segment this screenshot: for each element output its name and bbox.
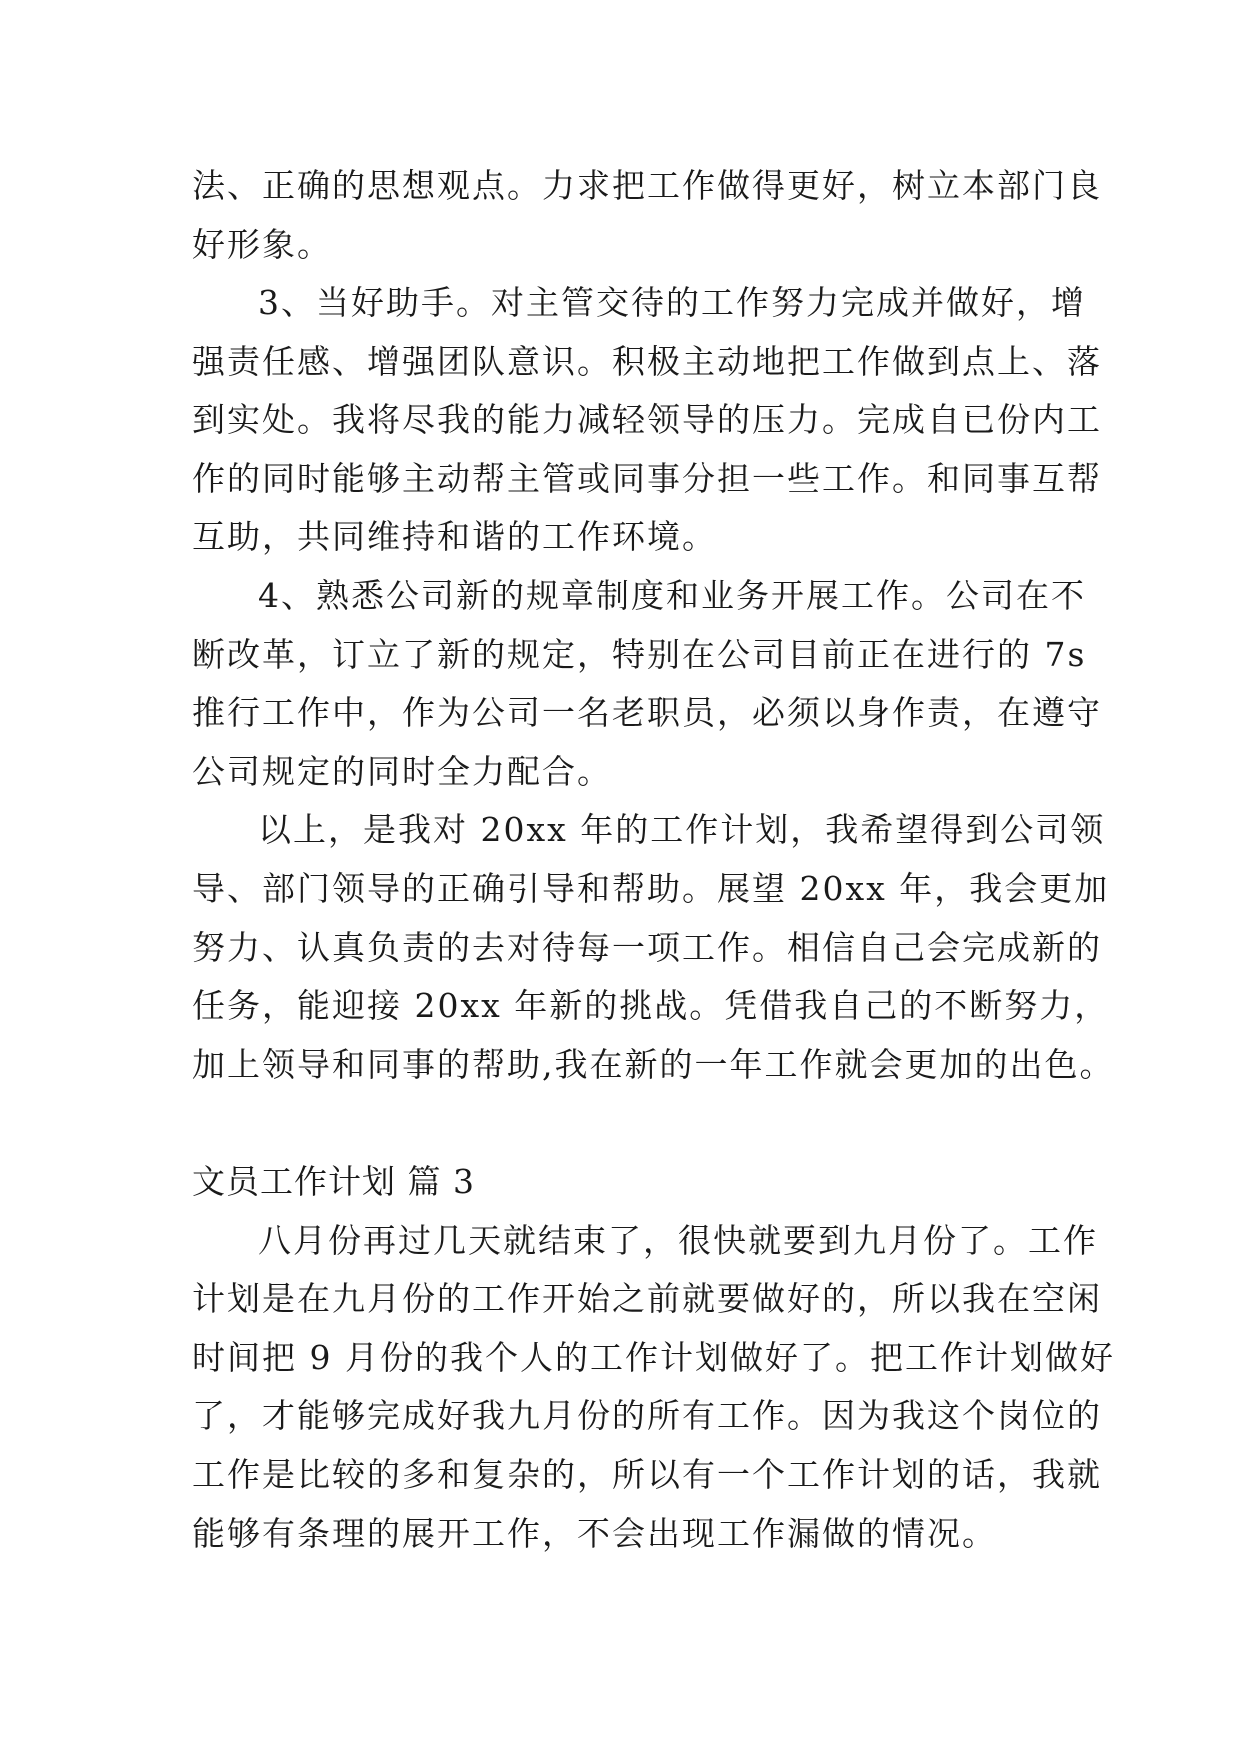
section-heading: 文员工作计划 篇 3 xyxy=(192,1162,475,1201)
paragraph-start-line: 4、熟悉公司新的规章制度和业务开展工作。公司在不 xyxy=(258,576,1086,615)
paragraph-start-line: 八月份再过几天就结束了，很快就要到九月份了。工作 xyxy=(258,1221,1098,1260)
text-line: 任务，能迎接 20xx 年新的挑战。凭借我自己的不断努力， xyxy=(192,986,1110,1025)
text-line: 努力、认真负责的去对待每一项工作。相信自己会完成新的 xyxy=(192,928,1102,967)
text-line: 到实处。我将尽我的能力减轻领导的压力。完成自已份内工 xyxy=(192,400,1102,439)
text-line: 时间把 9 月份的我个人的工作计划做好了。把工作计划做好 xyxy=(192,1338,1115,1377)
text-line: 计划是在九月份的工作开始之前就要做好的，所以我在空闲 xyxy=(192,1279,1102,1318)
paragraph-start-line: 3、当好助手。对主管交待的工作努力完成并做好，增 xyxy=(258,283,1086,322)
text-line: 互助，共同维持和谐的工作环境。 xyxy=(192,517,717,556)
text-line: 推行工作中，作为公司一名老职员，必须以身作责，在遵守 xyxy=(192,693,1102,732)
text-line: 好形象。 xyxy=(192,225,332,264)
text-line: 加上领导和同事的帮助,我在新的一年工作就会更加的出色。 xyxy=(192,1045,1115,1084)
text-line: 工作是比较的多和复杂的，所以有一个工作计划的话，我就 xyxy=(192,1455,1102,1494)
text-line: 能够有条理的展开工作，不会出现工作漏做的情况。 xyxy=(192,1514,997,1553)
text-line: 作的同时能够主动帮主管或同事分担一些工作。和同事互帮 xyxy=(192,459,1102,498)
text-line: 了，才能够完成好我九月份的所有工作。因为我这个岗位的 xyxy=(192,1396,1102,1435)
text-line: 公司规定的同时全力配合。 xyxy=(192,752,612,791)
text-line: 断改革，订立了新的规定，特别在公司目前正在进行的 7s xyxy=(192,635,1087,674)
text-line: 强责任感、增强团队意识。积极主动地把工作做到点上、落 xyxy=(192,342,1102,381)
text-line: 导、部门领导的正确引导和帮助。展望 20xx 年，我会更加 xyxy=(192,869,1110,908)
paragraph-start-line: 以上，是我对 20xx 年的工作计划，我希望得到公司领 xyxy=(258,810,1106,849)
text-line: 法、正确的思想观点。力求把工作做得更好，树立本部门良 xyxy=(192,166,1102,205)
